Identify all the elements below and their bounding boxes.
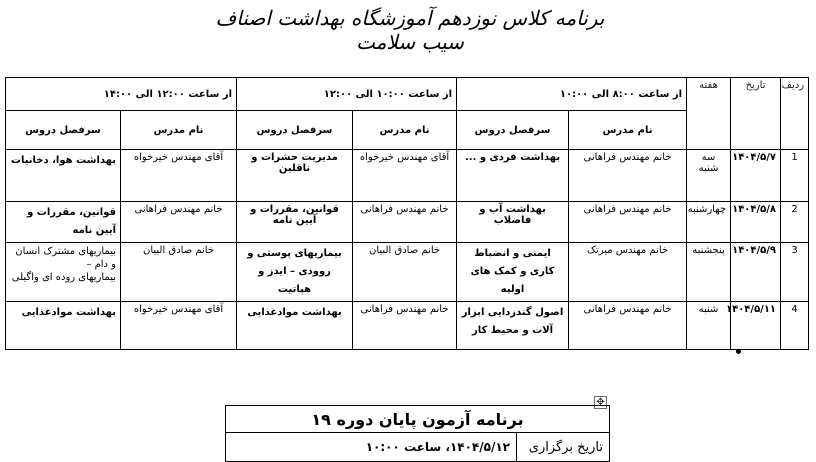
slot2-teacher: خانم مهندس فراهانی <box>353 302 457 350</box>
row-number: 1 <box>781 150 809 202</box>
header-instructor: نام مدرس <box>569 111 687 150</box>
row-day: چهارشنبه <box>687 202 731 243</box>
row-number: 4 <box>781 302 809 350</box>
table-row <box>6 150 809 202</box>
slot3-teacher: خانم صادق البیان <box>121 243 237 302</box>
header-week: هفته <box>687 78 731 150</box>
slot2-topic: مدیریت حشرات و ناقلین <box>237 150 353 202</box>
table-row <box>6 302 809 350</box>
header-row-top <box>6 78 809 111</box>
table-row <box>6 243 809 302</box>
slot3-topic <box>6 243 121 302</box>
slot3-topic: قوانین، مقررات و آیین نامه <box>6 202 121 243</box>
class-schedule-table <box>5 77 809 350</box>
header-topic: سرفصل دروس <box>457 111 569 150</box>
slot2-topic: بیماریهای پوستی و روودی – ایدز و هپاتیت <box>237 243 353 302</box>
row-day: شنبه <box>687 302 731 350</box>
table-row <box>6 202 809 243</box>
row-number: 2 <box>781 202 809 243</box>
row-date: ۱۴۰۴/۵/۸ <box>731 202 781 243</box>
exam-date-label: تاریخ برگزاری <box>517 433 610 462</box>
slot3-topic-line: بیماریهای روده ای واگیلی <box>11 272 117 283</box>
slot2-teacher: آقای مهندس خیرخواه <box>353 150 457 202</box>
slot1-teacher: خانم مهندس فراهانی <box>569 302 687 350</box>
header-row-no: ردیف <box>781 78 809 150</box>
row-date: ۱۴۰۴/۵/۱۱ <box>731 302 781 350</box>
header-slot-2: از ساعت ۱۰:۰۰ الی ۱۲:۰۰ <box>237 78 457 111</box>
slot2-teacher: خانم صادق البیان <box>353 243 457 302</box>
slot1-teacher: خانم مهندس میرتک <box>569 243 687 302</box>
slot1-teacher: خانم مهندس فراهانی <box>569 150 687 202</box>
slot1-topic: بهداشت آب و فاضلاب <box>457 202 569 243</box>
slot3-teacher: آقای مهندس خیرخواه <box>121 302 237 350</box>
header-slot-1: از ساعت ۸:۰۰ الی ۱۰:۰۰ <box>457 78 687 111</box>
header-instructor: نام مدرس <box>121 111 237 150</box>
header-topic: سرفصل دروس <box>6 111 121 150</box>
slot3-topic: بهداشت هوا، دخانیات <box>6 150 121 202</box>
slot1-topic: اصول گندزدایی ابزار آلات و محیط کار <box>457 302 569 350</box>
exam-date-value: ۱۴۰۴/۵/۱۲، ساعت ۱۰:۰۰ <box>226 433 517 462</box>
exam-title: برنامه آزمون پایان دوره ۱۹ <box>226 406 610 433</box>
slot1-topic: ایمنی و انضباط کاری و کمک های اولیه <box>457 243 569 302</box>
list-bullet <box>736 349 741 354</box>
slot2-topic: بهداشت موادغذایی <box>237 302 353 350</box>
row-day: سه شنبه <box>687 150 731 202</box>
row-number: 3 <box>781 243 809 302</box>
slot2-teacher: خانم مهندس فراهانی <box>353 202 457 243</box>
row-day: پنجشنبه <box>687 243 731 302</box>
slot3-teacher: آقای مهندس خیرخواه <box>121 150 237 202</box>
page-title: برنامه کلاس نوزدهم آموزشگاه بهداشت اصناف سیب سلامت <box>215 6 605 54</box>
row-date: ۱۴۰۴/۵/۷ <box>731 150 781 202</box>
move-handle-icon[interactable]: ✥ <box>594 396 607 409</box>
header-instructor: نام مدرس <box>353 111 457 150</box>
slot3-topic-line: بیماریهای مشترک انسان و دام – <box>15 246 117 270</box>
row-date: ۱۴۰۴/۵/۹ <box>731 243 781 302</box>
header-date: تاریخ <box>731 78 781 150</box>
slot3-topic: بهداشت موادغذایی <box>6 302 121 350</box>
slot3-teacher: خانم مهندس فراهانی <box>121 202 237 243</box>
exam-schedule-table <box>225 405 610 462</box>
slot1-topic: بهداشت فردی و ... <box>457 150 569 202</box>
header-topic: سرفصل دروس <box>237 111 353 150</box>
slot2-topic: قوانین، مقررات و آیین نامه <box>237 202 353 243</box>
header-slot-3: از ساعت ۱۲:۰۰ الی ۱۴:۰۰ <box>6 78 237 111</box>
slot1-teacher: خانم مهندس فراهانی <box>569 202 687 243</box>
